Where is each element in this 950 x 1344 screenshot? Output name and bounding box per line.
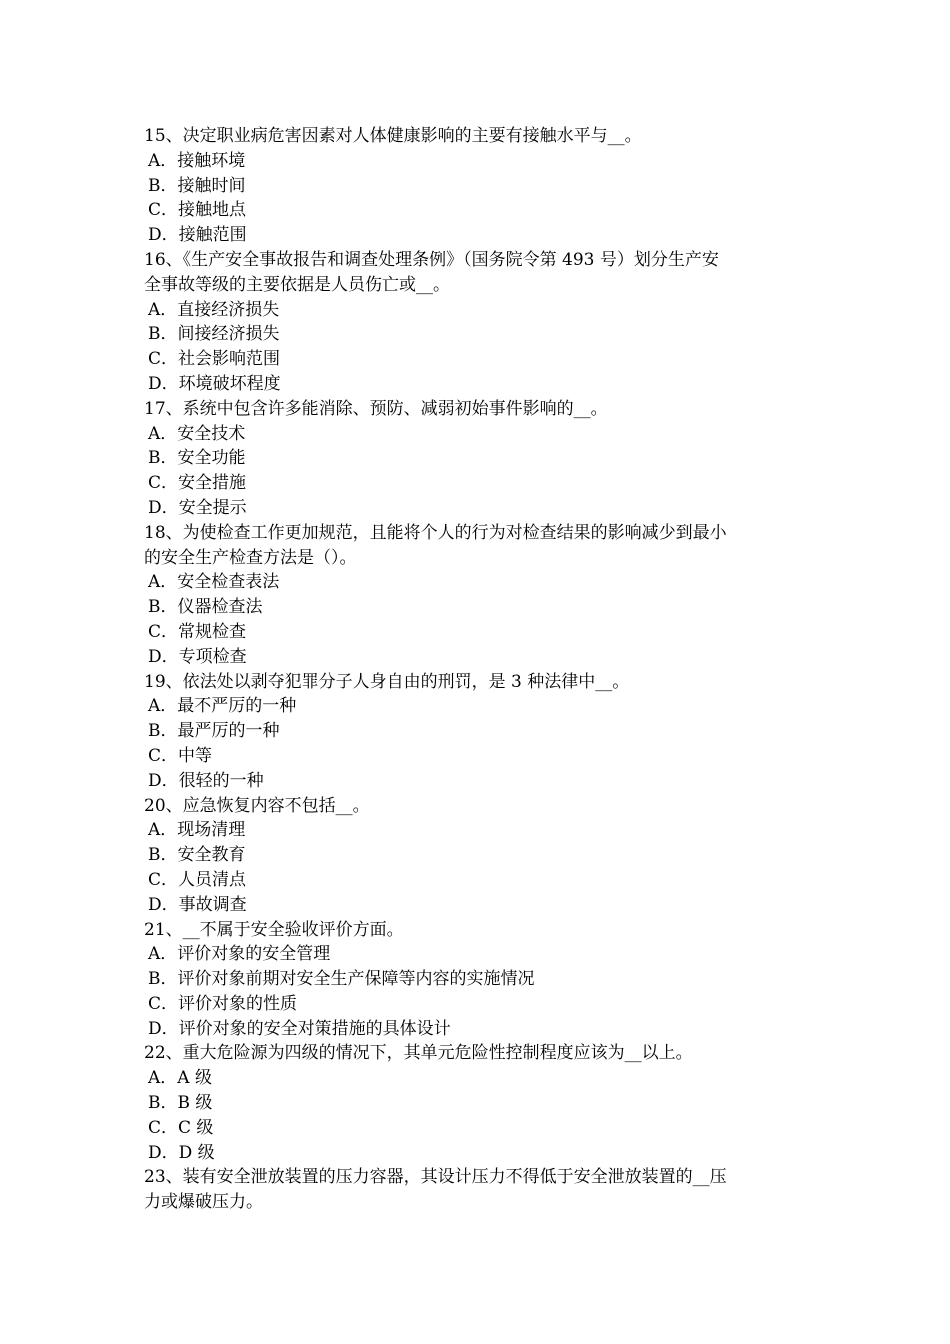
question-stem-line: 18、为使检查工作更加规范，且能将个人的行为对检查结果的影响减少到最小 [144, 522, 727, 543]
document-body [144, 124, 814, 1215]
question-stem-line: 23、装有安全泄放装置的压力容器，其设计压力不得低于安全泄放装置的__压 [144, 1167, 727, 1188]
answer-option: A．评价对象的安全管理 [148, 944, 331, 965]
question-stem-line: 全事故等级的主要依据是人员伤亡或__。 [144, 274, 450, 295]
answer-option: D．接触范围 [148, 225, 247, 246]
question-block [144, 794, 814, 918]
answer-option: D．D 级 [148, 1142, 215, 1163]
answer-option: D．环境破坏程度 [148, 373, 281, 394]
answer-option: B．最严厉的一种 [148, 721, 280, 742]
answer-option: A．现场清理 [148, 820, 246, 841]
question-stem-line: 的安全生产检查方法是（）。 [144, 547, 357, 568]
answer-option: D．专项检查 [148, 646, 247, 667]
question-stem-line: 21、__不属于安全验收评价方面。 [144, 919, 404, 940]
question-block [144, 397, 814, 521]
question-block [144, 124, 814, 248]
question-stem-line: 16、《生产安全事故报告和调查处理条例》（国务院令第 493 号）划分生产安 [144, 249, 719, 270]
answer-option: B．评价对象前期对安全生产保障等内容的实施情况 [148, 969, 535, 990]
answer-option: B．间接经济损失 [148, 324, 280, 345]
answer-option: B．安全功能 [148, 448, 246, 469]
answer-option: D．安全提示 [148, 497, 247, 518]
question-block [144, 670, 814, 794]
answer-option: D．很轻的一种 [148, 770, 264, 791]
answer-option: B．安全教育 [148, 845, 246, 866]
question-stem-line: 17、系统中包含许多能消除、预防、减弱初始事件影响的__。 [144, 398, 608, 419]
answer-option: C．中等 [148, 745, 213, 766]
question-stem-line: 20、应急恢复内容不包括__。 [144, 795, 370, 816]
answer-option: D．事故调查 [148, 894, 247, 915]
answer-option: A．A 级 [148, 1068, 212, 1089]
question-block [144, 521, 814, 670]
answer-option: C．评价对象的性质 [148, 993, 298, 1014]
answer-option: C．社会影响范围 [148, 349, 281, 370]
question-stem-line: 19、依法处以剥夺犯罪分子人身自由的刑罚，是 3 种法律中__。 [144, 671, 630, 692]
answer-option: B．仪器检查法 [148, 597, 263, 618]
question-block [144, 1165, 814, 1215]
answer-option: C．C 级 [148, 1117, 214, 1138]
answer-option: C．常规检查 [148, 621, 247, 642]
answer-option: A．最不严厉的一种 [148, 696, 297, 717]
answer-option: A．安全技术 [148, 423, 246, 444]
answer-option: B．B 级 [148, 1093, 213, 1114]
question-stem-line: 22、重大危险源为四级的情况下，其单元危险性控制程度应该为__以上。 [144, 1043, 693, 1064]
question-stem-line: 15、决定职业病危害因素对人体健康影响的主要有接触水平与__。 [144, 126, 642, 146]
answer-option: C．人员清点 [148, 869, 247, 890]
answer-option: A．直接经济损失 [148, 299, 280, 320]
question-stem-line: 力或爆破压力。 [144, 1192, 263, 1213]
answer-option: C．接触地点 [148, 200, 247, 221]
question-block [144, 248, 814, 397]
answer-option: B．接触时间 [148, 175, 246, 196]
question-block [144, 1041, 814, 1165]
answer-option: C．安全措施 [148, 473, 247, 494]
answer-option: D．评价对象的安全对策措施的具体设计 [148, 1018, 451, 1039]
question-block [144, 918, 814, 1042]
answer-option: A．安全检查表法 [148, 572, 280, 593]
answer-option: A．接触环境 [148, 150, 246, 171]
